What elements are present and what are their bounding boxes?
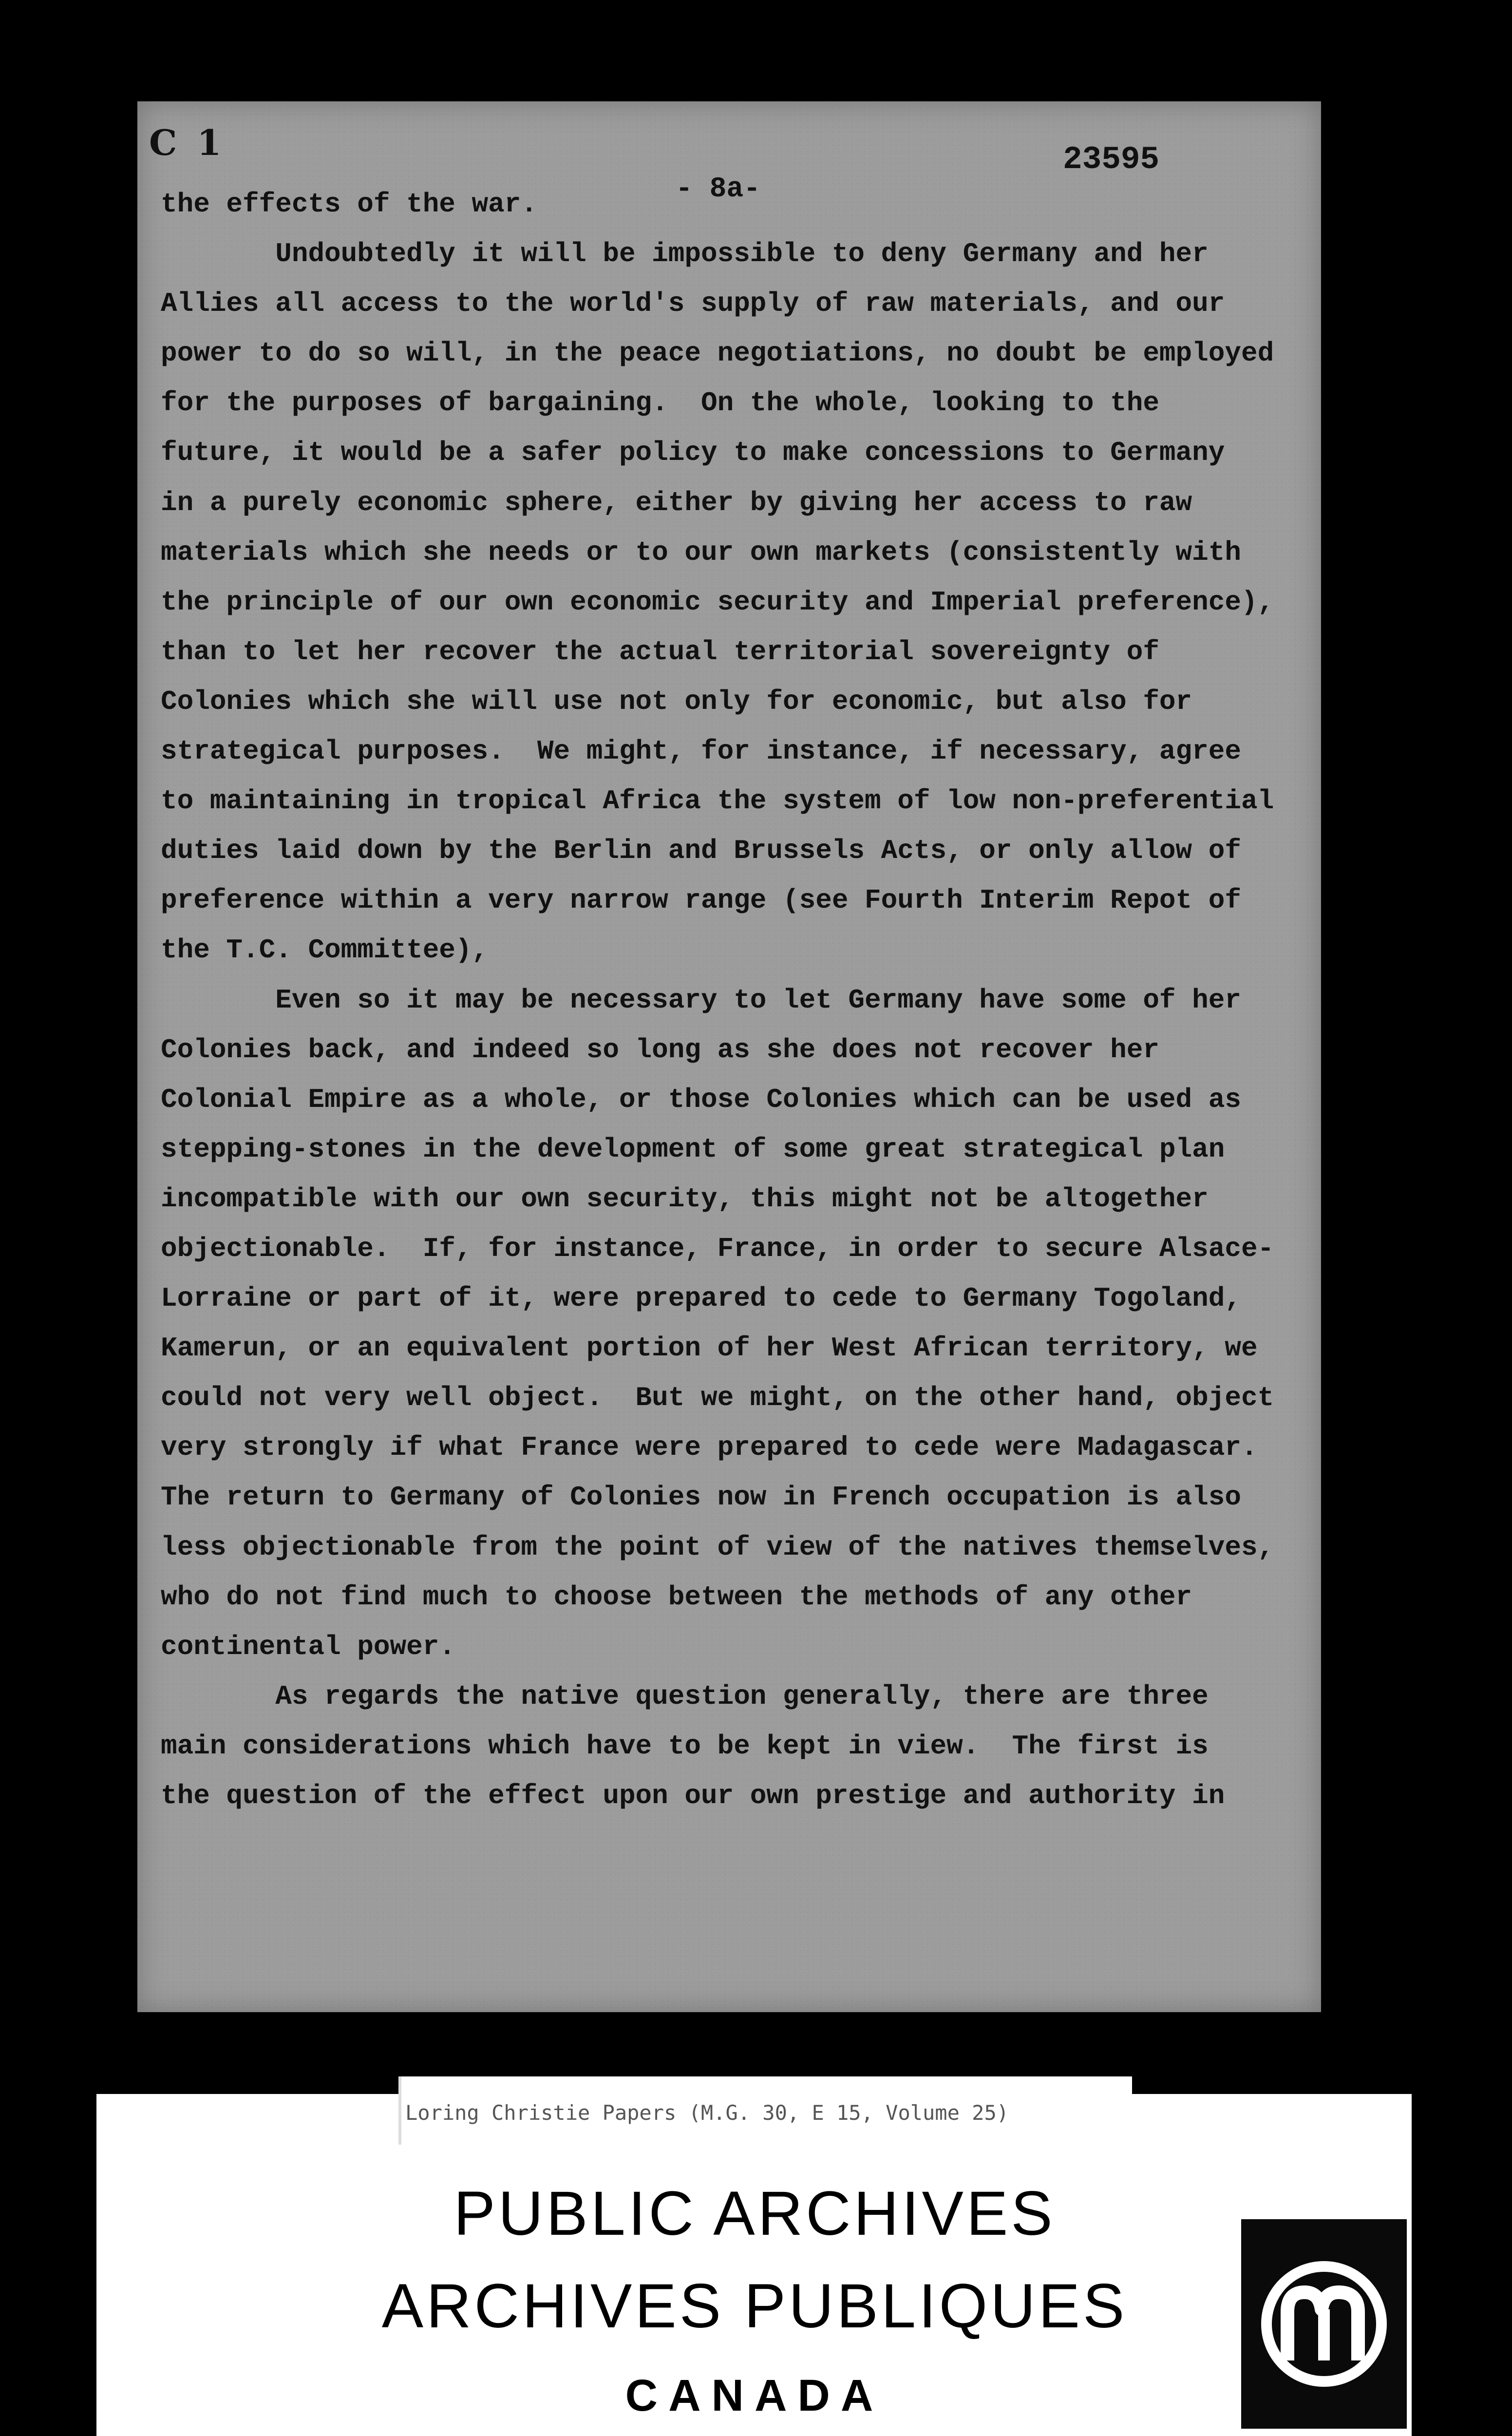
text-line: Kamerun, or an equivalent portion of her West African territory, we [161,1332,1258,1364]
text-line: very strongly if what France were prepared to cede were Madagascar. [161,1432,1258,1464]
text-line: strategical purposes. We might, for instance, if necessary, agree [161,736,1241,767]
text-line: Lorraine or part of it, were prepared to cede to Germany Togoland, [161,1283,1241,1314]
corner-mark: C 1 [149,122,226,163]
text-line: for the purposes of bargaining. On the whole, looking to the [161,387,1159,419]
archive-country: CANADA [625,2371,884,2420]
text-line: future, it would be a safer policy to make concessions to Germany [161,437,1225,469]
page-number: - 8a- [676,173,761,205]
text-line: duties laid down by the Berlin and Brussels Acts, or only allow of [161,835,1241,867]
text-line: Colonies which she will use not only for economic, but also for [161,685,1192,717]
microfilm-logo-icon [1241,2219,1407,2429]
text-line: Colonial Empire as a whole, or those Colonies which can be used as [161,1084,1241,1115]
archive-title-french: ARCHIVES PUBLIQUES [381,2271,1128,2341]
text-line: the effects of the war. [161,189,537,220]
text-line: the question of the effect upon our own prestige and authority in [161,1780,1225,1811]
text-line: in a purely economic sphere, either by giving her access to raw [161,487,1192,518]
text-line: The return to Germany of Colonies now in French occupation is also [161,1482,1241,1513]
text-line: main considerations which have to be kept in view. The first is [161,1730,1209,1762]
text-line: who do not find much to choose between the methods of any other [161,1581,1192,1613]
collection-reference: Loring Christie Papers (M.G. 30, E 15, Volume 25) [405,2101,1009,2125]
text-line: Undoubtedly it will be impossible to deny Germany and her [161,238,1209,270]
text-line: Allies all access to the world's supply of raw materials, and our [161,288,1225,320]
text-line: less objectionable from the point of view of the natives themselves, [161,1531,1274,1563]
text-line: stepping-stones in the development of some great strategical plan [161,1133,1225,1165]
text-line: Colonies back, and indeed so long as she does not recover her [161,1034,1159,1066]
text-line: the T.C. Committee), [161,934,489,966]
text-line: power to do so will, in the peace negotiations, no doubt be employed [161,338,1274,369]
text-line: Even so it may be necessary to let Germany have some of her [161,984,1241,1016]
text-line: than to let her recover the actual territorial sovereignty of [161,636,1159,667]
document-number: 23595 [1063,141,1160,178]
text-line: As regards the native question generally, there are three [161,1680,1209,1712]
text-line: continental power. [161,1631,455,1662]
document-body [161,179,1274,1821]
text-line: objectionable. If, for instance, France, in order to secure Alsace- [161,1233,1274,1264]
text-line: preference within a very narrow range (see Fourth Interim Repot of [161,885,1241,916]
text-line: to maintaining in tropical Africa the system of low non-preferential [161,785,1274,817]
archive-title-english: PUBLIC ARCHIVES [454,2179,1056,2248]
text-line: the principle of our own economic security and Imperial preference), [161,586,1274,618]
text-line: incompatible with our own security, this might not be altogether [161,1183,1209,1215]
text-line: could not very well object. But we might, on the other hand, object [161,1382,1274,1414]
text-line: materials which she needs or to our own markets (consistently with [161,536,1241,568]
